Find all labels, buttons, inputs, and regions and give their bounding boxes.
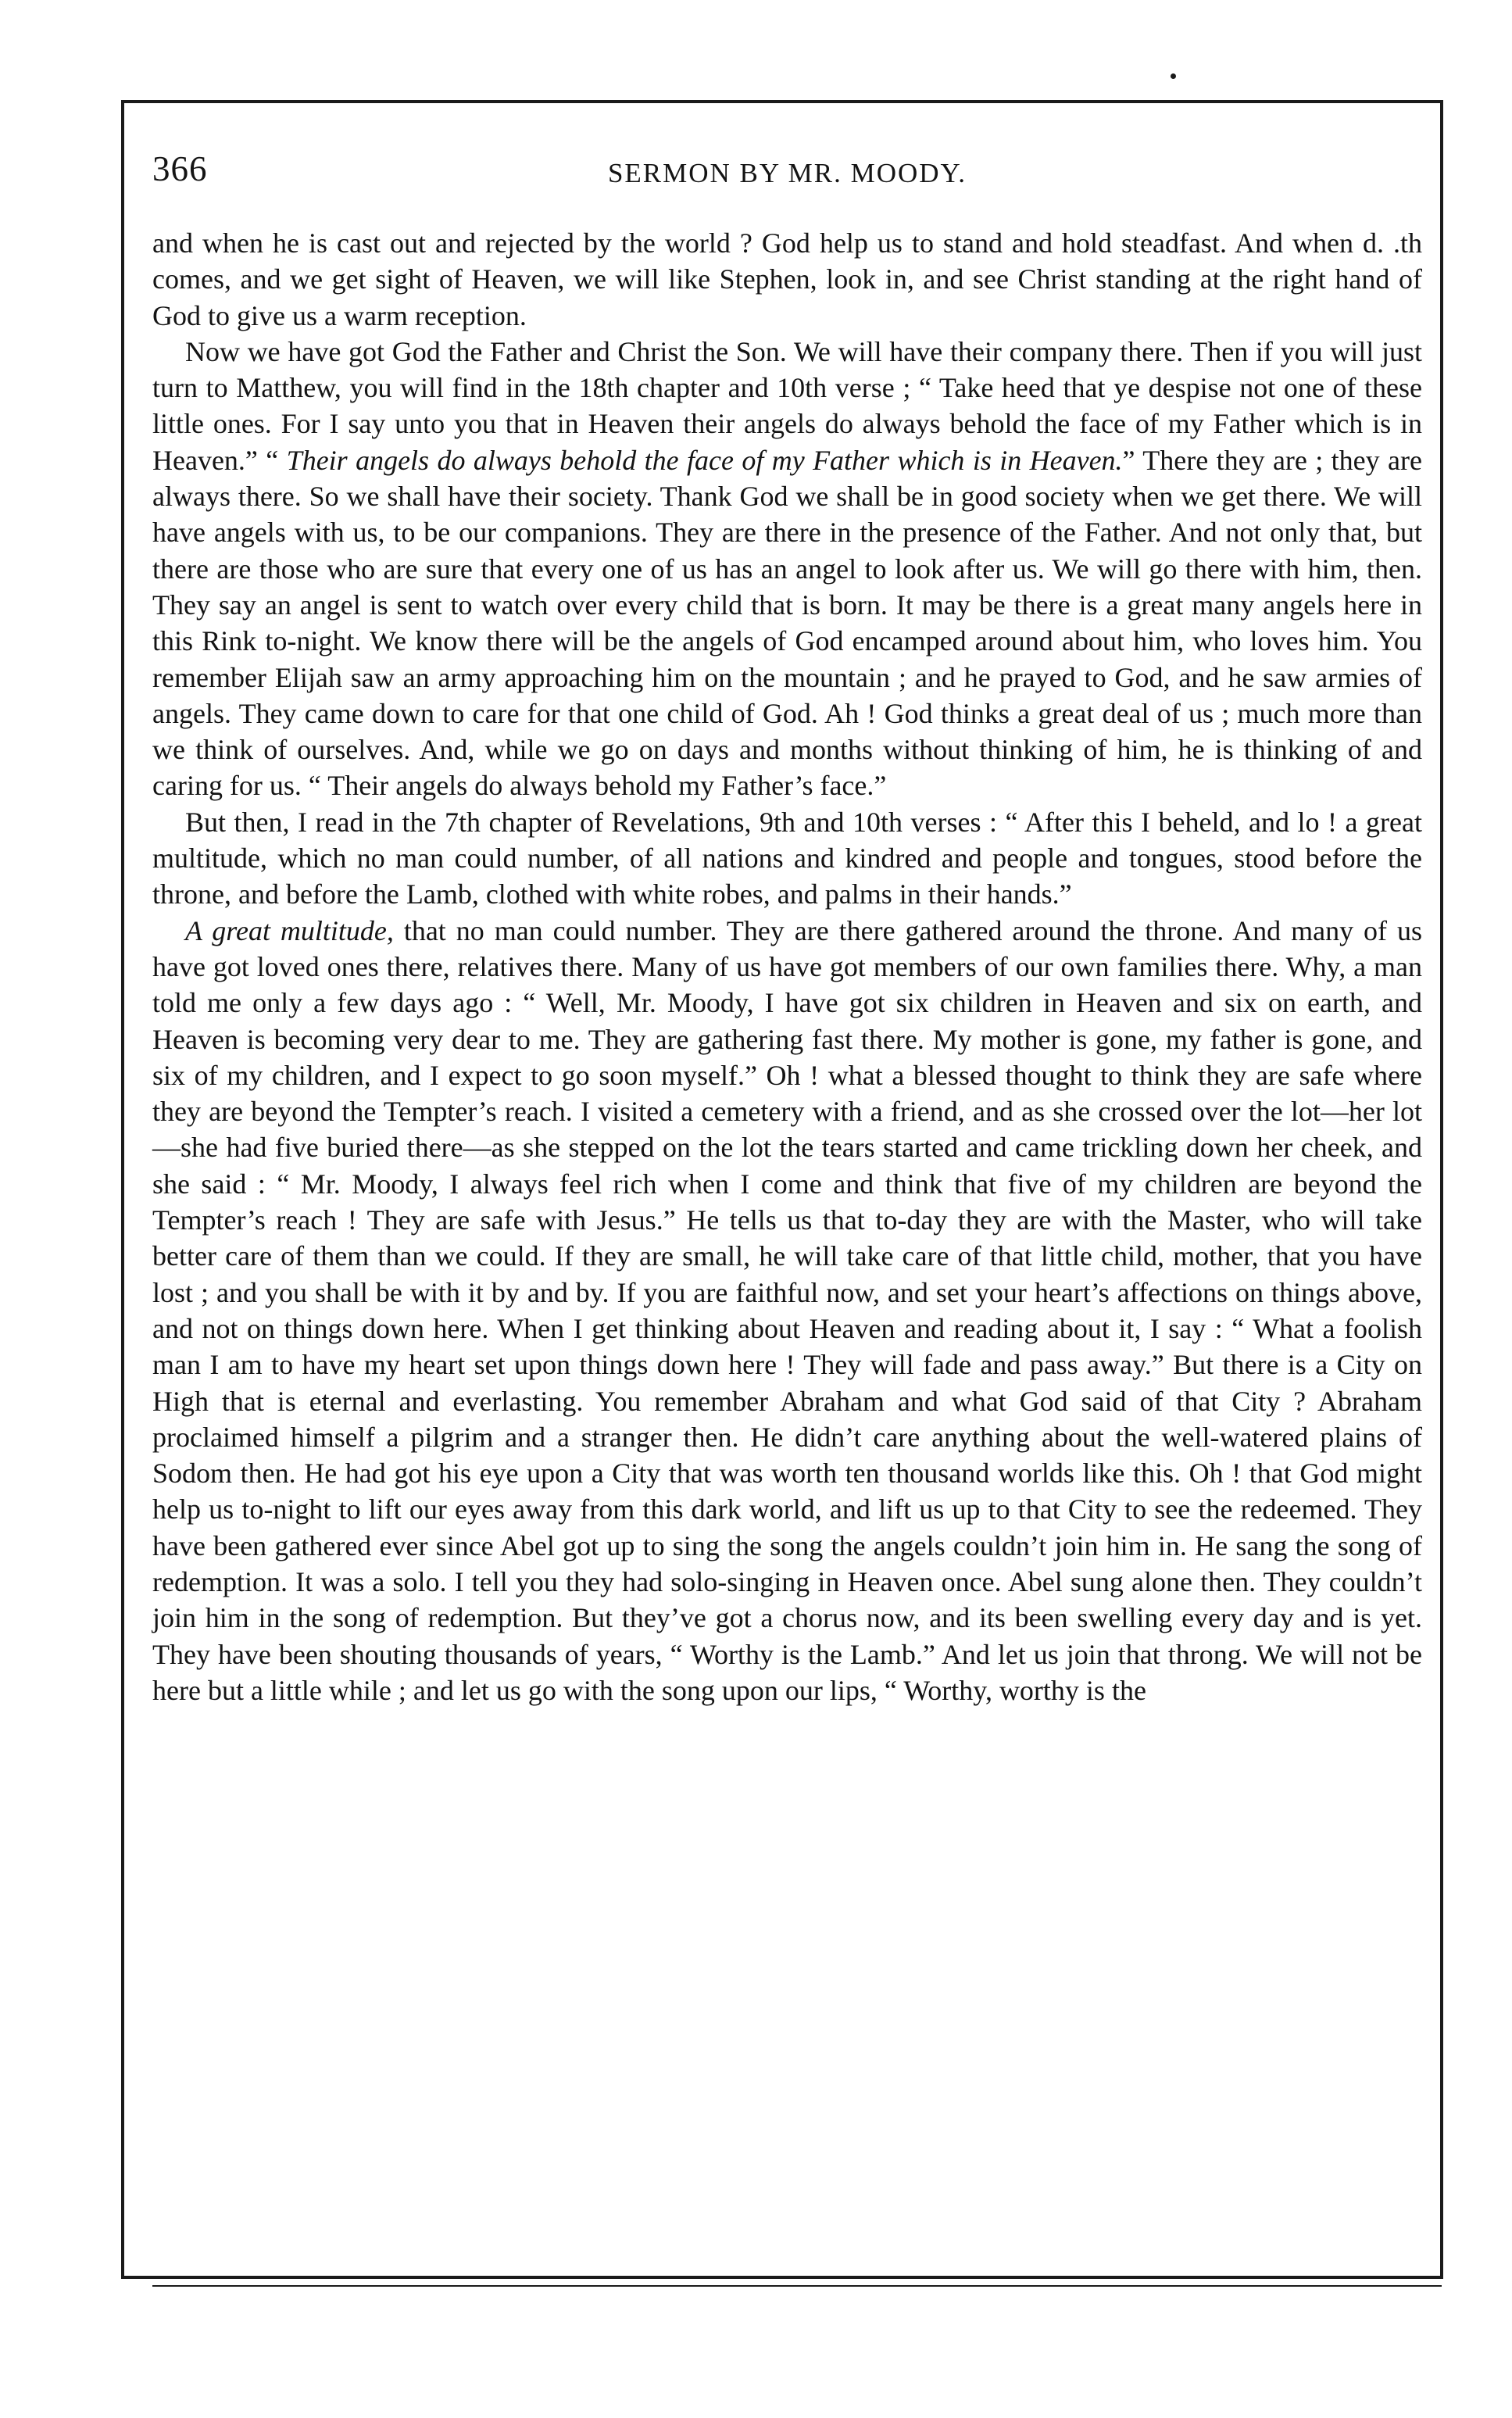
italic-text: A great multitude, xyxy=(185,914,394,946)
paragraph-4 xyxy=(152,913,1422,1709)
paragraph-3 xyxy=(152,804,1422,913)
left-border-rule xyxy=(121,100,124,2279)
paragraph-1 xyxy=(152,225,1422,334)
right-border-rule xyxy=(1440,100,1443,2279)
running-head: SERMON BY MR. MOODY. xyxy=(607,158,967,188)
paragraph-text: that no man could number. They are there gathered around the throne. And many of us have got loved ones there, relatives there. Many of us have got members of our own families there. Why, a man told me only a few days ago : “ Well, Mr. Moody, I have got six children in Heaven and six on earth, and Heaven is becoming very dear to me. They are gathering fast there. My mother is gone, my father is gone, and six of my children, and I expect to go soon myself.” Oh ! what a blessed thought to think they are safe where they are beyond the Tempter’s reach. I visited a cemetery with a friend, and as she crossed over the lot—her lot—she had five buried there—as she stepped on the lot the tears started and came trickling down her cheek, and she said : “ Mr. Moody, I always feel rich when I come and think that five of my children are beyond the Tempter’s reach ! They are safe with Jesus.” He tells us that to-day they are with the Master, who will take better care of them than we could. If they are small, he will take care of that little child, mother, that you have lost ; and you shall be with it by and by. If you are faithful now, and set your heart’s affections on things above, and not on things down here. When I get thinking about Heaven and reading about it, I say : “ What a foolish man I am to have my heart set upon things down here ! They will fade and pass away.” But there is a City on High that is eternal and everlasting. You remember Abraham and what God said of that City ? Abraham proclaimed himself a pilgrim and a stranger then. He didn’t care anything about the well-watered plains of Sodom then. He had got his eye upon a City that was worth ten thousand worlds like this. Oh ! that God might help us to-night to lift our eyes away from this dark world, and lift us up to that City to see the redeemed. They have been gathered ever since Abel got up to sing the song the angels couldn’t join him in. He sang the song of redemption. It was a solo. I tell you they had solo-singing in Heaven once. Abel sung alone then. They couldn’t join him in the song of redemption. But they’ve got a chorus now, and its been swelling every day and is yet. They have been shouting thousands of years, “ Worthy is the Lamb.” And let us join that throng. We will not be here but a little while ; and let us go with the song upon our lips, “ Worthy, worthy is the xyxy=(152,914,1422,1706)
paragraph-2 xyxy=(152,334,1422,804)
bottom-border-rule-inner xyxy=(152,2285,1442,2287)
page-header xyxy=(152,148,1422,195)
paragraph-text: ” There they are ; they are always there. So we shall have their society. Thank God we shall be in good society when we get there. We will have angels with us, to be our companions. They are there in the presence of the Father. And not only that, but there are those who are sure that every one of us has an angel to look after us. We will go there with him, then. They say an angel is sent to watch over every child that is born. It may be there is a great many angels here in this Rink to-night. We know there will be the angels of God encamped around about him, who loves him. You remember Elijah saw an army approaching him on the mountain ; and he prayed to God, and he saw armies of angels. They came down to care for that one child of God. Ah ! God thinks a great deal of us ; much more than we think of ourselves. And, while we go on days and months without thinking of him, he is thinking of and caring for us. “ Their angels do always behold my Father’s face.” xyxy=(152,444,1422,802)
page-number: 366 xyxy=(152,149,208,188)
italic-text: Their angels do always behold the face of my Father which is in Heaven. xyxy=(286,444,1123,476)
paragraph-text: and when he is cast out and rejected by the world ? God help us to stand and hold steadfast. And when d. .th comes, and we get sight of Heaven, we will like Stephen, look in, and see Christ standing at the right hand of God to give us a warm reception. xyxy=(152,227,1422,331)
ink-dot xyxy=(1171,73,1176,79)
top-border-rule xyxy=(121,100,1442,103)
bottom-border-rule xyxy=(121,2276,1442,2279)
paragraph-text: Now we have got God the Father and Christ the Son. We will have their company there. Then if you will just turn to Matthew, you will find in the 18th chapter and 10th verse ; “ Take heed that ye despise not one of these little ones. For I say unto you that in Heaven their angels do always behold the face of my Father which is in Heaven.” “ xyxy=(152,335,1422,476)
paragraph-text: But then, I read in the 7th chapter of Revelations, 9th and 10th verses : “ After this I beheld, and lo ! a great multitude, which no man could number, of all nations and kindred and people and tongues, stood before the throne, and before the Lamb, clothed with white robes, and palms in their hands.” xyxy=(152,806,1422,910)
body-text xyxy=(152,225,1422,1708)
